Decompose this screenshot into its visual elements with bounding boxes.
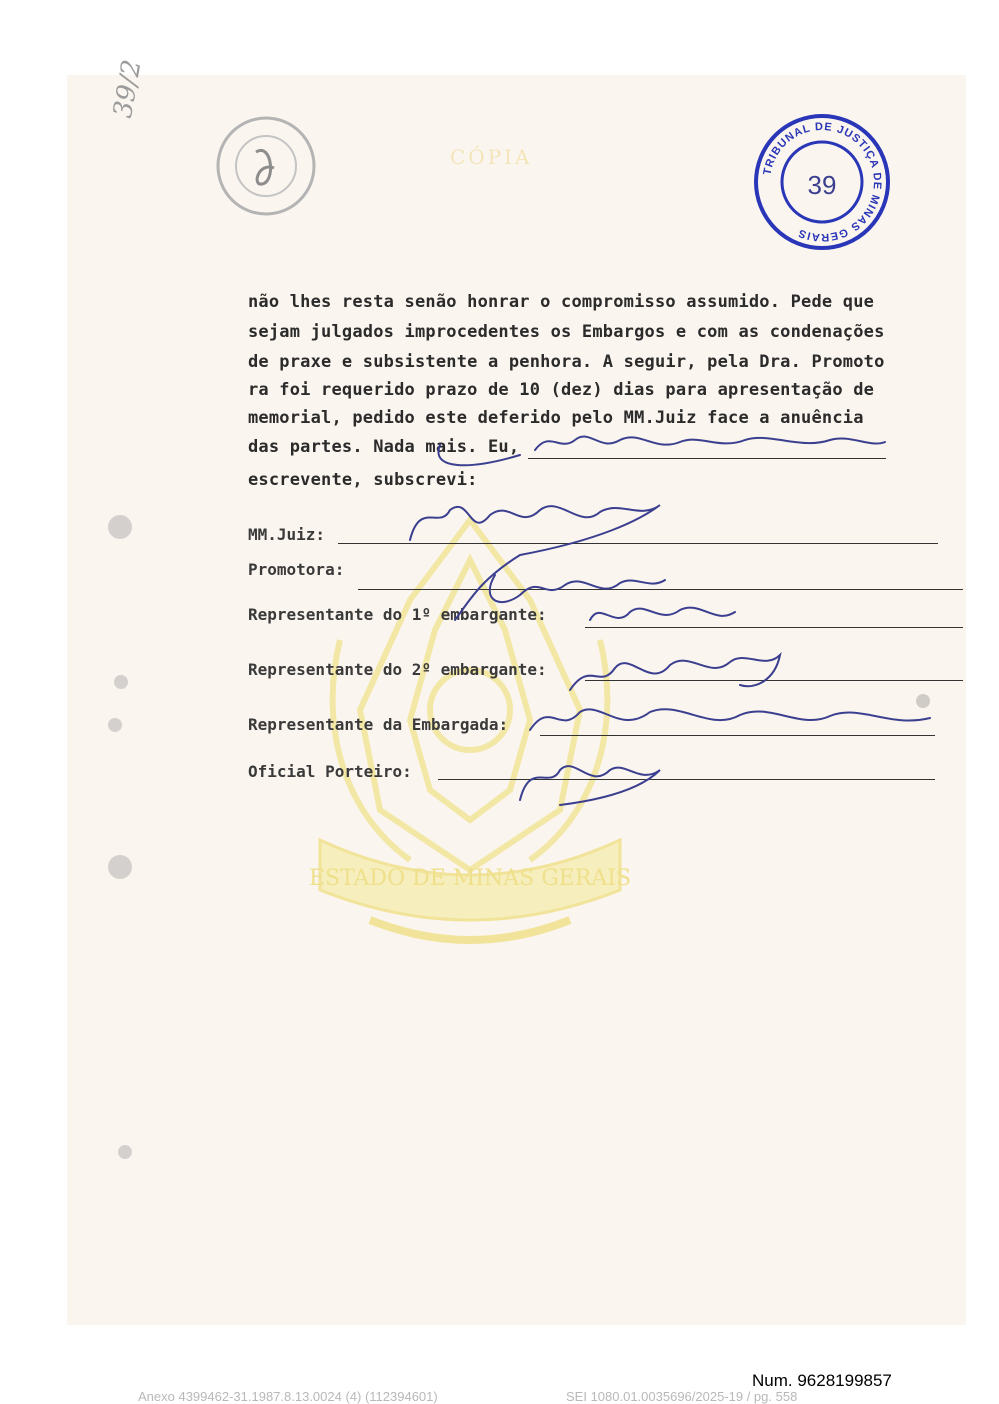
grey-stamp (212, 112, 320, 220)
punch-hole (916, 694, 930, 708)
punch-hole (118, 1145, 132, 1159)
second-embargante-signature-line (585, 680, 963, 681)
clerk-signature-line (528, 458, 886, 459)
first-embargante-label: Representante do 1º embargante: (248, 605, 547, 624)
judge-label: MM.Juiz: (248, 525, 326, 544)
body-line: memorial, pedido este deferido pelo MM.Juiz face a anuência (248, 408, 864, 428)
punch-hole (108, 718, 122, 732)
punch-hole (108, 515, 132, 539)
body-line: sejam julgados improcedentes os Embargos e com as condenações (248, 322, 885, 342)
second-embargante-label: Representante do 2º embargante: (248, 660, 547, 679)
punch-hole (114, 675, 128, 689)
prosecutor-signature-line (358, 589, 963, 590)
margin-note: 39/2 (108, 57, 148, 121)
embargada-label: Representante da Embargada: (248, 715, 509, 734)
body-line: não lhes resta senão honrar o compromisso assumido. Pede que (248, 292, 875, 312)
porteiro-signature-line (438, 779, 935, 780)
watermark-seal-text: ESTADO DE MINAS GERAIS (308, 866, 632, 891)
first-embargante-signature-line (585, 627, 963, 628)
stamp-number: 39 (807, 170, 837, 200)
body-line: ra foi requerido prazo de 10 (dez) dias para apresentação de (248, 380, 875, 400)
embargada-signature-line (540, 735, 935, 736)
annex-reference: Anexo 4399462-31.1987.8.13.0024 (4) (112394601) (138, 1389, 438, 1404)
sei-reference: SEI 1080.01.0035696/2025-19 / pg. 558 (566, 1389, 798, 1404)
body-line: de praxe e subsistente a penhora. A seguir, pela Dra. Promoto (248, 352, 885, 372)
stamp-seal-text: TRIBUNAL DE JUSTIÇA DE MINAS GERAIS (761, 120, 884, 244)
body-line: das partes. Nada mais. Eu, (248, 437, 520, 457)
body-line: escrevente, subscrevi: (248, 470, 478, 490)
court-stamp (752, 112, 892, 252)
copy-watermark: CÓPIA (450, 145, 533, 169)
punch-hole (108, 855, 132, 879)
prosecutor-label: Promotora: (248, 560, 345, 579)
document-number: Num. 9628199857 (752, 1371, 892, 1390)
porteiro-label: Oficial Porteiro: (248, 762, 412, 781)
judge-signature-line (338, 543, 938, 544)
